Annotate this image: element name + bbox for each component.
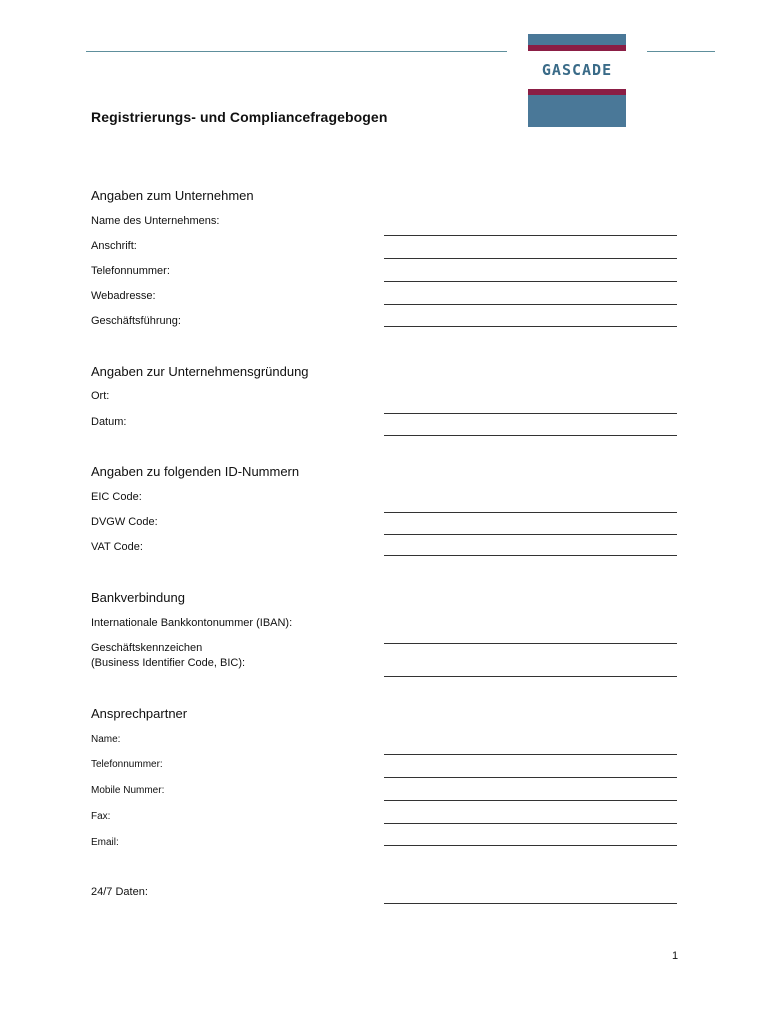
field-line-contact-name[interactable] (384, 754, 677, 755)
label-date: Datum: (91, 416, 127, 428)
field-line-24-7-data[interactable] (384, 903, 677, 904)
label-contact-phone: Telefonnummer: (91, 759, 163, 770)
field-line-eic-code[interactable] (384, 512, 677, 513)
logo-wordmark: GASCADE (541, 61, 613, 79)
label-management: Geschäftsführung: (91, 315, 181, 327)
label-dvgw-code: DVGW Code: (91, 516, 158, 528)
field-line-contact-fax[interactable] (384, 823, 677, 824)
section-heading-ids: Angaben zu folgenden ID-Nummern (91, 464, 300, 479)
field-line-dvgw-code[interactable] (384, 534, 677, 535)
label-contact-fax: Fax: (91, 811, 111, 822)
field-line-company-name[interactable] (384, 235, 677, 236)
document-title: Registrierungs- und Compliancefragebogen (91, 109, 388, 125)
section-heading-company: Angaben zum Unternehmen (91, 188, 254, 203)
field-line-contact-mobile[interactable] (384, 800, 677, 801)
field-line-management[interactable] (384, 326, 677, 327)
header-rule-left (86, 51, 507, 52)
header-rule-right (647, 51, 715, 52)
label-iban: Internationale Bankkontonummer (IBAN): (91, 617, 293, 629)
field-line-website[interactable] (384, 304, 677, 305)
field-line-address[interactable] (384, 258, 677, 259)
field-line-contact-phone[interactable] (384, 777, 677, 778)
label-phone: Telefonnummer: (91, 265, 170, 277)
field-line-vat-code[interactable] (384, 555, 677, 556)
page-number: 1 (672, 950, 679, 962)
field-line-phone[interactable] (384, 281, 677, 282)
label-address: Anschrift: (91, 240, 137, 252)
field-line-bic[interactable] (384, 676, 677, 677)
label-company-name: Name des Unternehmens: (91, 215, 220, 227)
field-line-date[interactable] (384, 435, 677, 436)
gascade-logo (528, 34, 626, 127)
label-bic-line2: (Business Identifier Code, BIC): (91, 657, 246, 669)
label-place: Ort: (91, 390, 110, 402)
label-contact-mobile: Mobile Nummer: (91, 785, 165, 796)
section-heading-founding: Angaben zur Unternehmensgründung (91, 364, 309, 379)
field-line-contact-email[interactable] (384, 845, 677, 846)
label-website: Webadresse: (91, 290, 156, 302)
section-heading-contact: Ansprechpartner (91, 706, 188, 721)
label-contact-name: Name: (91, 734, 121, 745)
field-line-place[interactable] (384, 413, 677, 414)
field-line-iban[interactable] (384, 643, 677, 644)
label-24-7-data: 24/7 Daten: (91, 886, 148, 898)
label-contact-email: Email: (91, 837, 119, 848)
label-bic-line1: Geschäftskennzeichen (91, 642, 203, 654)
label-eic-code: EIC Code: (91, 491, 142, 503)
section-heading-bank: Bankverbindung (91, 590, 185, 605)
label-vat-code: VAT Code: (91, 541, 143, 553)
